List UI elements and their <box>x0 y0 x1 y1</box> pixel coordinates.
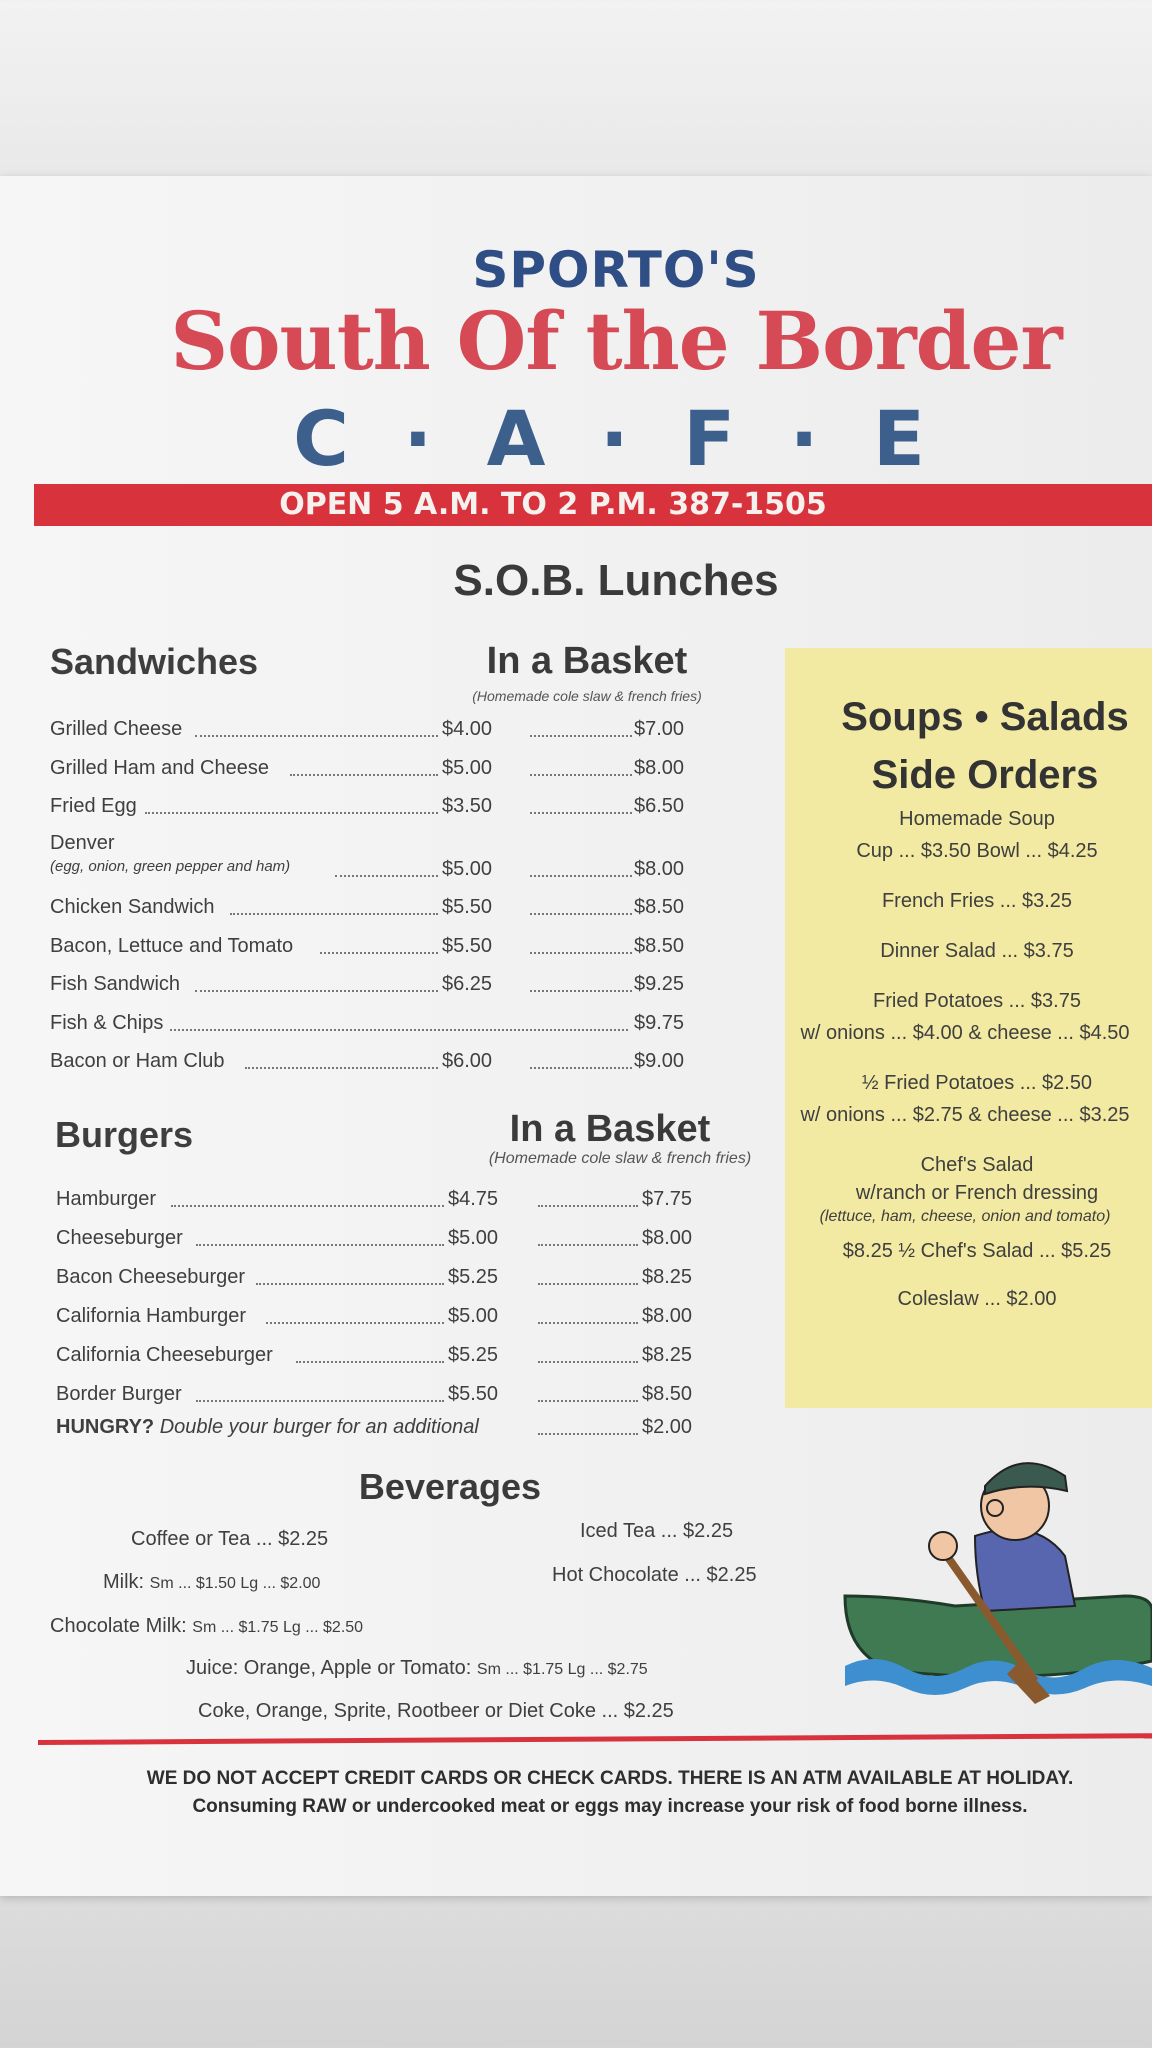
side-item-line: $8.25 ½ Chef's Salad ... $5.25 <box>842 1240 1112 1262</box>
dot-leader <box>530 913 632 915</box>
menu-item-basket-price: $8.25 <box>642 1344 693 1366</box>
dot-leader <box>335 875 438 877</box>
dot-leader <box>538 1322 638 1324</box>
bev-choc-milk-sizes: Sm ... $1.75 Lg ... $2.50 <box>192 1619 364 1636</box>
side-item-line: w/ onions ... $4.00 & cheese ... $4.50 <box>800 1022 1130 1044</box>
side-panel-title <box>785 688 1152 804</box>
side-item-line: Cup ... $3.50 Bowl ... $4.25 <box>856 840 1098 862</box>
menu-item-name: Border Burger <box>56 1383 182 1405</box>
soups-salads-panel <box>785 648 1152 1408</box>
menu-item-name: Denver <box>50 831 115 854</box>
dot-leader <box>171 1205 444 1207</box>
bev-coffee-tea: Coffee or Tea ... $2.25 <box>131 1528 329 1550</box>
beverages-title: Beverages <box>358 1466 542 1507</box>
bev-juice-sizes: Sm ... $1.75 Lg ... $2.75 <box>476 1661 648 1678</box>
dot-leader <box>245 1067 438 1069</box>
hungry-price: $2.00 <box>642 1416 693 1438</box>
menu-item-row <box>50 1012 690 1038</box>
menu-item-name: Bacon or Ham Club <box>50 1050 225 1072</box>
menu-item-price: $5.00 <box>448 1305 499 1327</box>
side-item-line: ½ Fried Potatoes ... $2.50 <box>861 1072 1093 1094</box>
menu-item-basket-price: $8.25 <box>642 1266 693 1288</box>
menu-item-name: California Hamburger <box>56 1305 247 1327</box>
brand-cafe: C · A · F · E <box>293 394 939 483</box>
dot-leader <box>256 1283 444 1285</box>
side-item-line: Chef's Salad <box>920 1154 1034 1176</box>
hours-phone-bar: OPEN 5 A.M. TO 2 P.M. 387-1505 <box>34 484 1152 526</box>
menu-item-basket-price: $8.50 <box>642 1383 693 1405</box>
brand-name-main: South Of the Border <box>170 294 1062 388</box>
side-item-line: (lettuce, ham, cheese, onion and tomato) <box>819 1208 1111 1225</box>
menu-item-name: Cheeseburger <box>56 1227 183 1249</box>
dot-leader <box>538 1205 638 1207</box>
menu-item-row <box>50 935 690 961</box>
dot-leader <box>320 952 438 954</box>
brand-name-top: SPORTO'S <box>472 241 760 299</box>
side-item-line: French Fries ... $3.25 <box>881 890 1073 912</box>
menu-item-price: $5.25 <box>448 1344 499 1366</box>
menu-item-name: California Cheeseburger <box>56 1344 273 1366</box>
side-item-line: Fried Potatoes ... $3.75 <box>873 990 1081 1012</box>
footer-health-warning: Consuming RAW or undercooked meat or eggs may increase your risk of food borne illness. <box>192 1796 1028 1817</box>
dot-leader <box>530 812 632 814</box>
menu-item-price: $4.75 <box>448 1188 499 1210</box>
side-title-line2: Side Orders <box>871 753 1099 797</box>
menu-item-basket-price: $9.00 <box>634 1050 685 1072</box>
menu-item-row <box>56 1188 696 1214</box>
menu-item-basket-price: $8.50 <box>634 896 685 918</box>
dot-leader <box>296 1361 444 1363</box>
dot-leader <box>530 774 632 776</box>
menu-item-name: Fish & Chips <box>50 1011 164 1034</box>
dot-leader <box>230 913 438 915</box>
canoe-paddler-illustration <box>835 1446 1152 1716</box>
sandwiches-basket-title: In a Basket <box>486 640 688 682</box>
menu-item-name: Hamburger <box>56 1188 157 1210</box>
sandwiches-title: Sandwiches <box>50 641 259 682</box>
menu-item-price: $5.25 <box>448 1266 499 1288</box>
bev-milk-label: Milk: <box>103 1571 145 1593</box>
menu-item-row <box>50 831 690 884</box>
bev-iced-tea: Iced Tea ... $2.25 <box>580 1520 734 1542</box>
menu-item-row <box>50 1050 690 1076</box>
side-item-line: Homemade Soup <box>899 808 1055 830</box>
dot-leader <box>530 952 632 954</box>
menu-item-row <box>56 1227 696 1253</box>
menu-item-note: (egg, onion, green pepper and ham) <box>50 857 291 875</box>
menu-item-price: $5.50 <box>448 1383 499 1405</box>
side-item-line: Dinner Salad ... $3.75 <box>880 940 1074 962</box>
side-item-line: Coleslaw ... $2.00 <box>897 1288 1057 1310</box>
hungry-text: Double your burger for an additional <box>159 1416 479 1438</box>
menu-item-price: $4.00 <box>442 718 493 740</box>
menu-item-row <box>50 896 690 922</box>
menu-item-name: Fried Egg <box>50 795 137 817</box>
footer-divider <box>38 1733 1152 1745</box>
side-title-line1: Soups • Salads <box>841 695 1129 739</box>
burgers-basket-title: In a Basket <box>509 1108 711 1150</box>
dot-leader <box>538 1361 638 1363</box>
dot-leader <box>145 812 438 814</box>
bev-milk-sizes: Sm ... $1.50 Lg ... $2.00 <box>149 1575 321 1592</box>
sandwiches-basket-note: (Homemade cole slaw & french fries) <box>472 688 702 704</box>
dot-leader <box>195 735 438 737</box>
menu-item-price: $5.00 <box>442 756 493 779</box>
menu-item-price: $3.50 <box>442 795 493 817</box>
dot-leader <box>530 875 632 877</box>
bev-soda: Coke, Orange, Sprite, Rootbeer or Diet Coke ... $2.25 <box>198 1700 674 1722</box>
page-title: S.O.B. Lunches <box>453 556 779 605</box>
menu-item-basket-price: $6.50 <box>634 795 685 817</box>
menu-item-name: Chicken Sandwich <box>50 896 215 918</box>
menu-item-row <box>56 1305 696 1331</box>
bev-hot-chocolate: Hot Chocolate ... $2.25 <box>552 1564 757 1586</box>
bev-juice <box>186 1657 648 1680</box>
menu-item-price: $5.50 <box>442 934 493 957</box>
menu-item-price: $5.50 <box>442 896 493 918</box>
menu-item-name: Bacon, Lettuce and Tomato <box>50 934 294 957</box>
dot-leader <box>266 1322 444 1324</box>
menu-item-row <box>50 718 690 744</box>
menu-item-row <box>50 795 690 821</box>
menu-item-basket-price: $7.75 <box>642 1188 693 1210</box>
menu-item-basket-price: $8.00 <box>642 1227 693 1249</box>
footer-payment-notice: WE DO NOT ACCEPT CREDIT CARDS OR CHECK CARDS. THERE IS AN ATM AVAILABLE AT HOLIDAY. <box>146 1768 1074 1789</box>
burgers-title: Burgers <box>55 1114 194 1155</box>
menu-item-row <box>56 1383 696 1409</box>
dot-leader <box>290 774 438 776</box>
menu-item-name: Bacon Cheeseburger <box>56 1266 246 1288</box>
side-item-line: w/ onions ... $2.75 & cheese ... $3.25 <box>800 1104 1130 1126</box>
side-item-line: w/ranch or French dressing <box>855 1182 1099 1204</box>
dot-leader <box>530 1067 632 1069</box>
menu-item-price: $6.25 <box>442 973 493 995</box>
bev-milk <box>103 1571 320 1594</box>
dot-leader <box>538 1244 638 1246</box>
menu-item-price: $5.00 <box>442 857 493 880</box>
dot-leader <box>170 1029 628 1031</box>
menu-item-basket-price: $8.00 <box>634 756 685 779</box>
menu-item-basket-price: $9.25 <box>634 973 685 995</box>
bev-choc-milk-label: Chocolate Milk: <box>50 1615 187 1637</box>
menu-sheet <box>0 176 1152 1896</box>
bev-chocolate-milk <box>50 1615 363 1638</box>
dot-leader <box>530 990 632 992</box>
menu-item-row <box>50 757 690 783</box>
menu-item-price: $6.00 <box>442 1050 493 1072</box>
dot-leader <box>195 990 438 992</box>
dot-leader <box>196 1400 444 1402</box>
dot-leader <box>538 1283 638 1285</box>
menu-item-basket-price: $7.00 <box>634 718 685 740</box>
menu-item-basket-price: $9.75 <box>634 1011 685 1034</box>
menu-item-row <box>50 973 690 999</box>
hungry-label: HUNGRY? <box>56 1416 155 1438</box>
burgers-basket-note: (Homemade cole slaw & french fries) <box>488 1150 752 1167</box>
hungry-row <box>56 1416 696 1442</box>
menu-item-name: Grilled Ham and Cheese <box>50 756 269 779</box>
bev-juice-label: Juice: Orange, Apple or Tomato: <box>186 1657 472 1679</box>
menu-item-row <box>56 1344 696 1370</box>
menu-item-price: $5.00 <box>448 1227 499 1249</box>
dot-leader <box>196 1244 444 1246</box>
menu-item-name: Grilled Cheese <box>50 718 183 740</box>
menu-item-name: Fish Sandwich <box>50 973 181 995</box>
menu-item-basket-price: $8.50 <box>634 934 685 957</box>
menu-item-basket-price: $8.00 <box>634 857 685 880</box>
dot-leader <box>538 1400 638 1402</box>
menu-item-basket-price: $8.00 <box>642 1305 693 1327</box>
dot-leader <box>530 735 632 737</box>
menu-item-row <box>56 1266 696 1292</box>
